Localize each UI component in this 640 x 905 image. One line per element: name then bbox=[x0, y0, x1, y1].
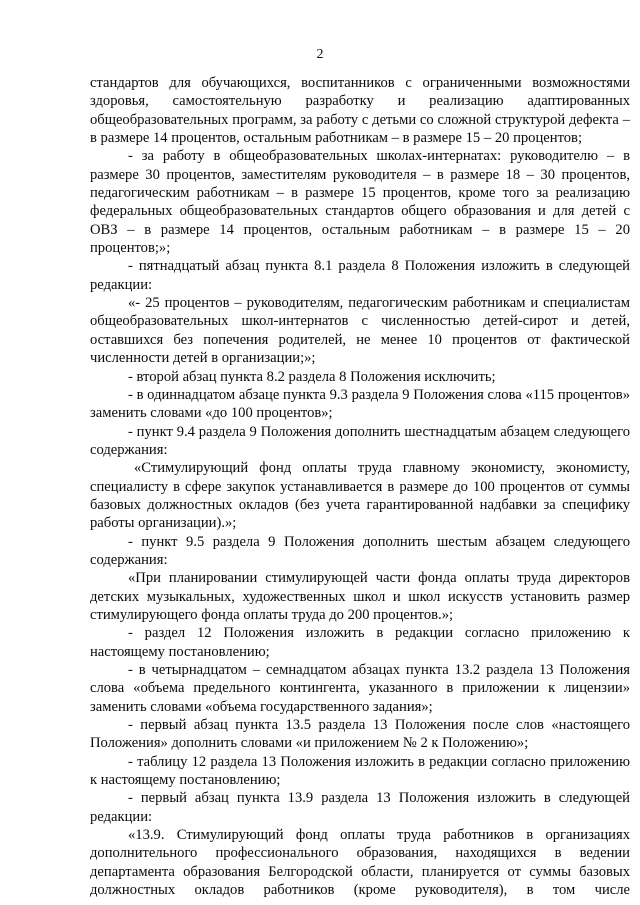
paragraph-quote-25-percent: «- 25 процентов – руководителям, педагогическим работникам и специалистам общеобразовательных школ-интернатов с численностью детей-сирот и детей, оставшихся без попечения родителей, не менее 10 процентов от фактической численности детей в организации;»; bbox=[90, 295, 630, 367]
page-number: 2 bbox=[316, 47, 324, 62]
paragraph-quote-economist: «Стимулирующий фонд оплаты труда главному экономисту, экономисту, специалисту в сфере закупок устанавливается в размере до 100 процентов от суммы базовых должностных окладов (без учета гарантированной надбавки за специфику работы организации).»; bbox=[90, 460, 630, 532]
paragraph-item-8-1: - пятнадцатый абзац пункта 8.1 раздела 8 Положения изложить в следующей редакции: bbox=[90, 258, 630, 293]
document-body bbox=[90, 74, 630, 899]
paragraph-item-9-3: - в одиннадцатом абзаце пункта 9.3 раздела 9 Положения слова «115 процентов» заменить словами «до 100 процентов»; bbox=[90, 386, 630, 422]
paragraph-item-8-2: - второй абзац пункта 8.2 раздела 8 Положения исключить; bbox=[128, 368, 496, 385]
paragraph-item-9-5: - пункт 9.5 раздела 9 Положения дополнить шестым абзацем следующего содержания: bbox=[90, 533, 630, 568]
paragraph-boarding-schools: - за работу в общеобразовательных школах-интернатах: руководителю – в размере 30 процентов, заместителям руководителя – в размере 18 – 30 процентов, педагогическим работникам – в размере 15 процентов, кроме того за реализацию федеральных общеобразовательных стандартов общего образования и для детей с ОВЗ – в размере 14 процентов, остальным работникам – в размере 15 – 20 процентов;»; bbox=[90, 148, 630, 257]
paragraph-item-13-2: - в четырнадцатом – семнадцатом абзацах пункта 13.2 раздела 13 Положения слова «объема предельного контингента, указанного в приложении к лицензии» заменить словами «объема государственного задания»; bbox=[90, 662, 630, 715]
paragraph-item-13-9: - первый абзац пункта 13.9 раздела 13 Положения изложить в следующей редакции: bbox=[90, 790, 630, 825]
paragraph-table-12: - таблицу 12 раздела 13 Положения изложить в редакции согласно приложению к настоящему постановлению; bbox=[90, 753, 630, 789]
paragraph-continuation: стандартов для обучающихся, воспитанников с ограниченными возможностями здоровья, самостоятельную разработку и реализацию адаптированных общеобразовательных программ, за работу с детьми со сложной структурой дефекта – в размере 14 процентов, остальным работникам – в размере 15 – 20 процентов; bbox=[90, 75, 630, 147]
paragraph-section-12: - раздел 12 Положения изложить в редакции согласно приложению к настоящему постановлению; bbox=[90, 625, 630, 660]
paragraph-quote-13-9: «13.9. Стимулирующий фонд оплаты труда работников в организациях дополнительного профессионального образования, находящихся в ведении департамента образования Белгородской области, планируется от суммы базовых должностных окладов работников (кроме руководителя), в том числе bbox=[90, 827, 630, 899]
paragraph-item-9-4: - пункт 9.4 раздела 9 Положения дополнить шестнадцатым абзацем следующего содержания: bbox=[90, 423, 630, 458]
paragraph-item-13-5: - первый абзац пункта 13.5 раздела 13 Положения после слов «настоящего Положения» дополнить словами «и приложением № 2 к Положению»; bbox=[90, 717, 630, 752]
paragraph-quote-music-schools: «При планировании стимулирующей части фонда оплаты труда директоров детских музыкальных, художественных школ и школ искусств установить размер стимулирующего фонда оплаты труда до 200 процентов.»; bbox=[90, 570, 630, 623]
